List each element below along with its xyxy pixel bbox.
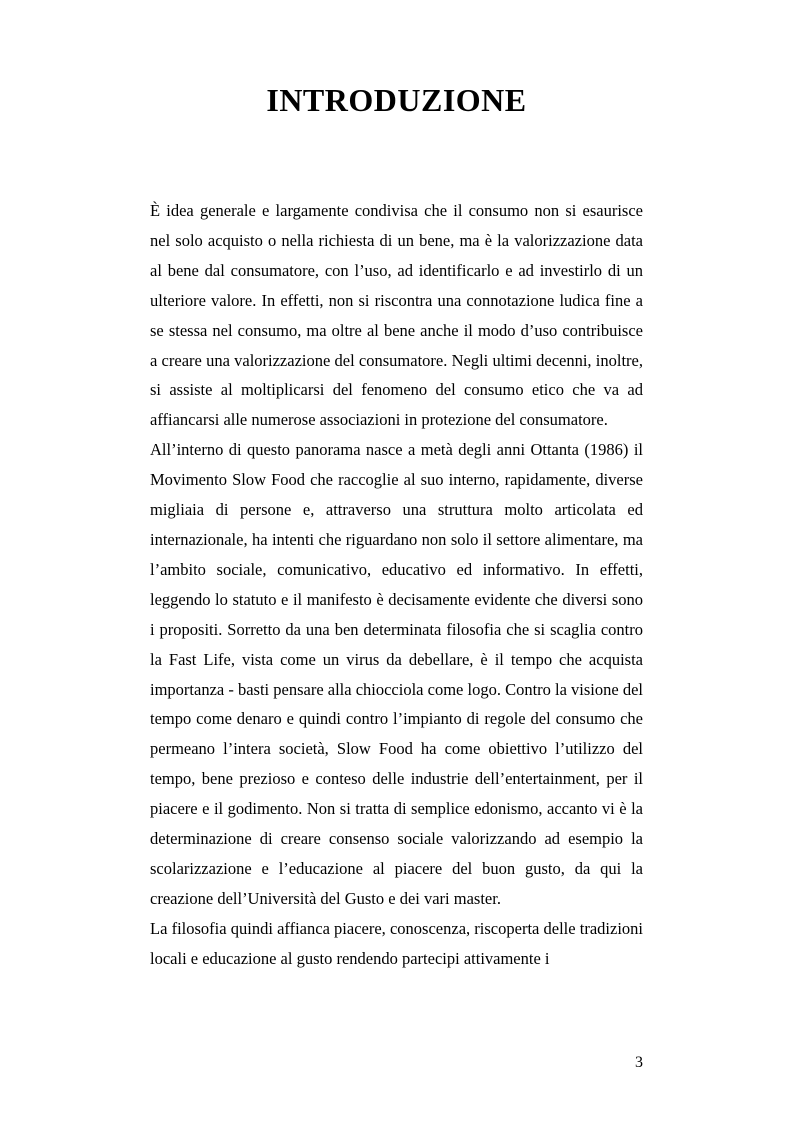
- paragraph: È idea generale e largamente condivisa che il consumo non si esaurisce nel solo acquisto o nella richiesta di un bene, ma è la valorizzazione data al bene dal consumatore, con l’uso, ad identificarlo e ad investirlo di un ulteriore valore. In effetti, non si riscontra una connotazione ludica fine a se stessa nel consumo, ma oltre al bene anche il modo d’uso contribuisce a creare una valorizzazione del consumatore. Negli ultimi decenni, inoltre, si assiste al moltiplicarsi del fenomeno del consumo etico che va ad affiancarsi alle numerose associazioni in protezione del consumatore.: [150, 201, 643, 430]
- paragraph: All’interno di questo panorama nasce a metà degli anni Ottanta (1986) il Movimento Slow Food che raccoglie al suo interno, rapidamente, diverse migliaia di persone e, attraverso una struttura molto articolata ed internazionale, ha intenti che riguardano non solo il settore alimentare, ma l’ambito sociale, comunicativo, educativo ed informativo. In effetti, leggendo lo statuto e il manifesto è decisamente evidente che diversi sono i propositi. Sorretto da una ben determinata filosofia che si scaglia contro la Fast Life, vista come un virus da debellare, è il tempo che acquista importanza - basti pensare alla chiocciola come logo. Contro la visione del tempo come denaro e quindi contro l’impianto di regole del consumo che permeano l’intera società, Slow Food ha come obiettivo l’utilizzo del tempo, bene prezioso e conteso delle industrie dell’entertainment, per il piacere e il godimento. Non si tratta di semplice edonismo, accanto vi è la determinazione di creare consenso sociale valorizzando ad esempio la scolarizzazione e l’educazione al piacere del buon gusto, da qui la creazione dell’Università del Gusto e dei vari master.: [150, 440, 644, 908]
- body-text: [150, 196, 643, 974]
- page-title: INTRODUZIONE: [266, 82, 527, 118]
- paragraph: La filosofia quindi affianca piacere, conoscenza, riscoperta delle tradizioni locali e educazione al gusto rendendo partecipi attivamente i: [150, 918, 643, 968]
- page-number: 3: [635, 1054, 643, 1071]
